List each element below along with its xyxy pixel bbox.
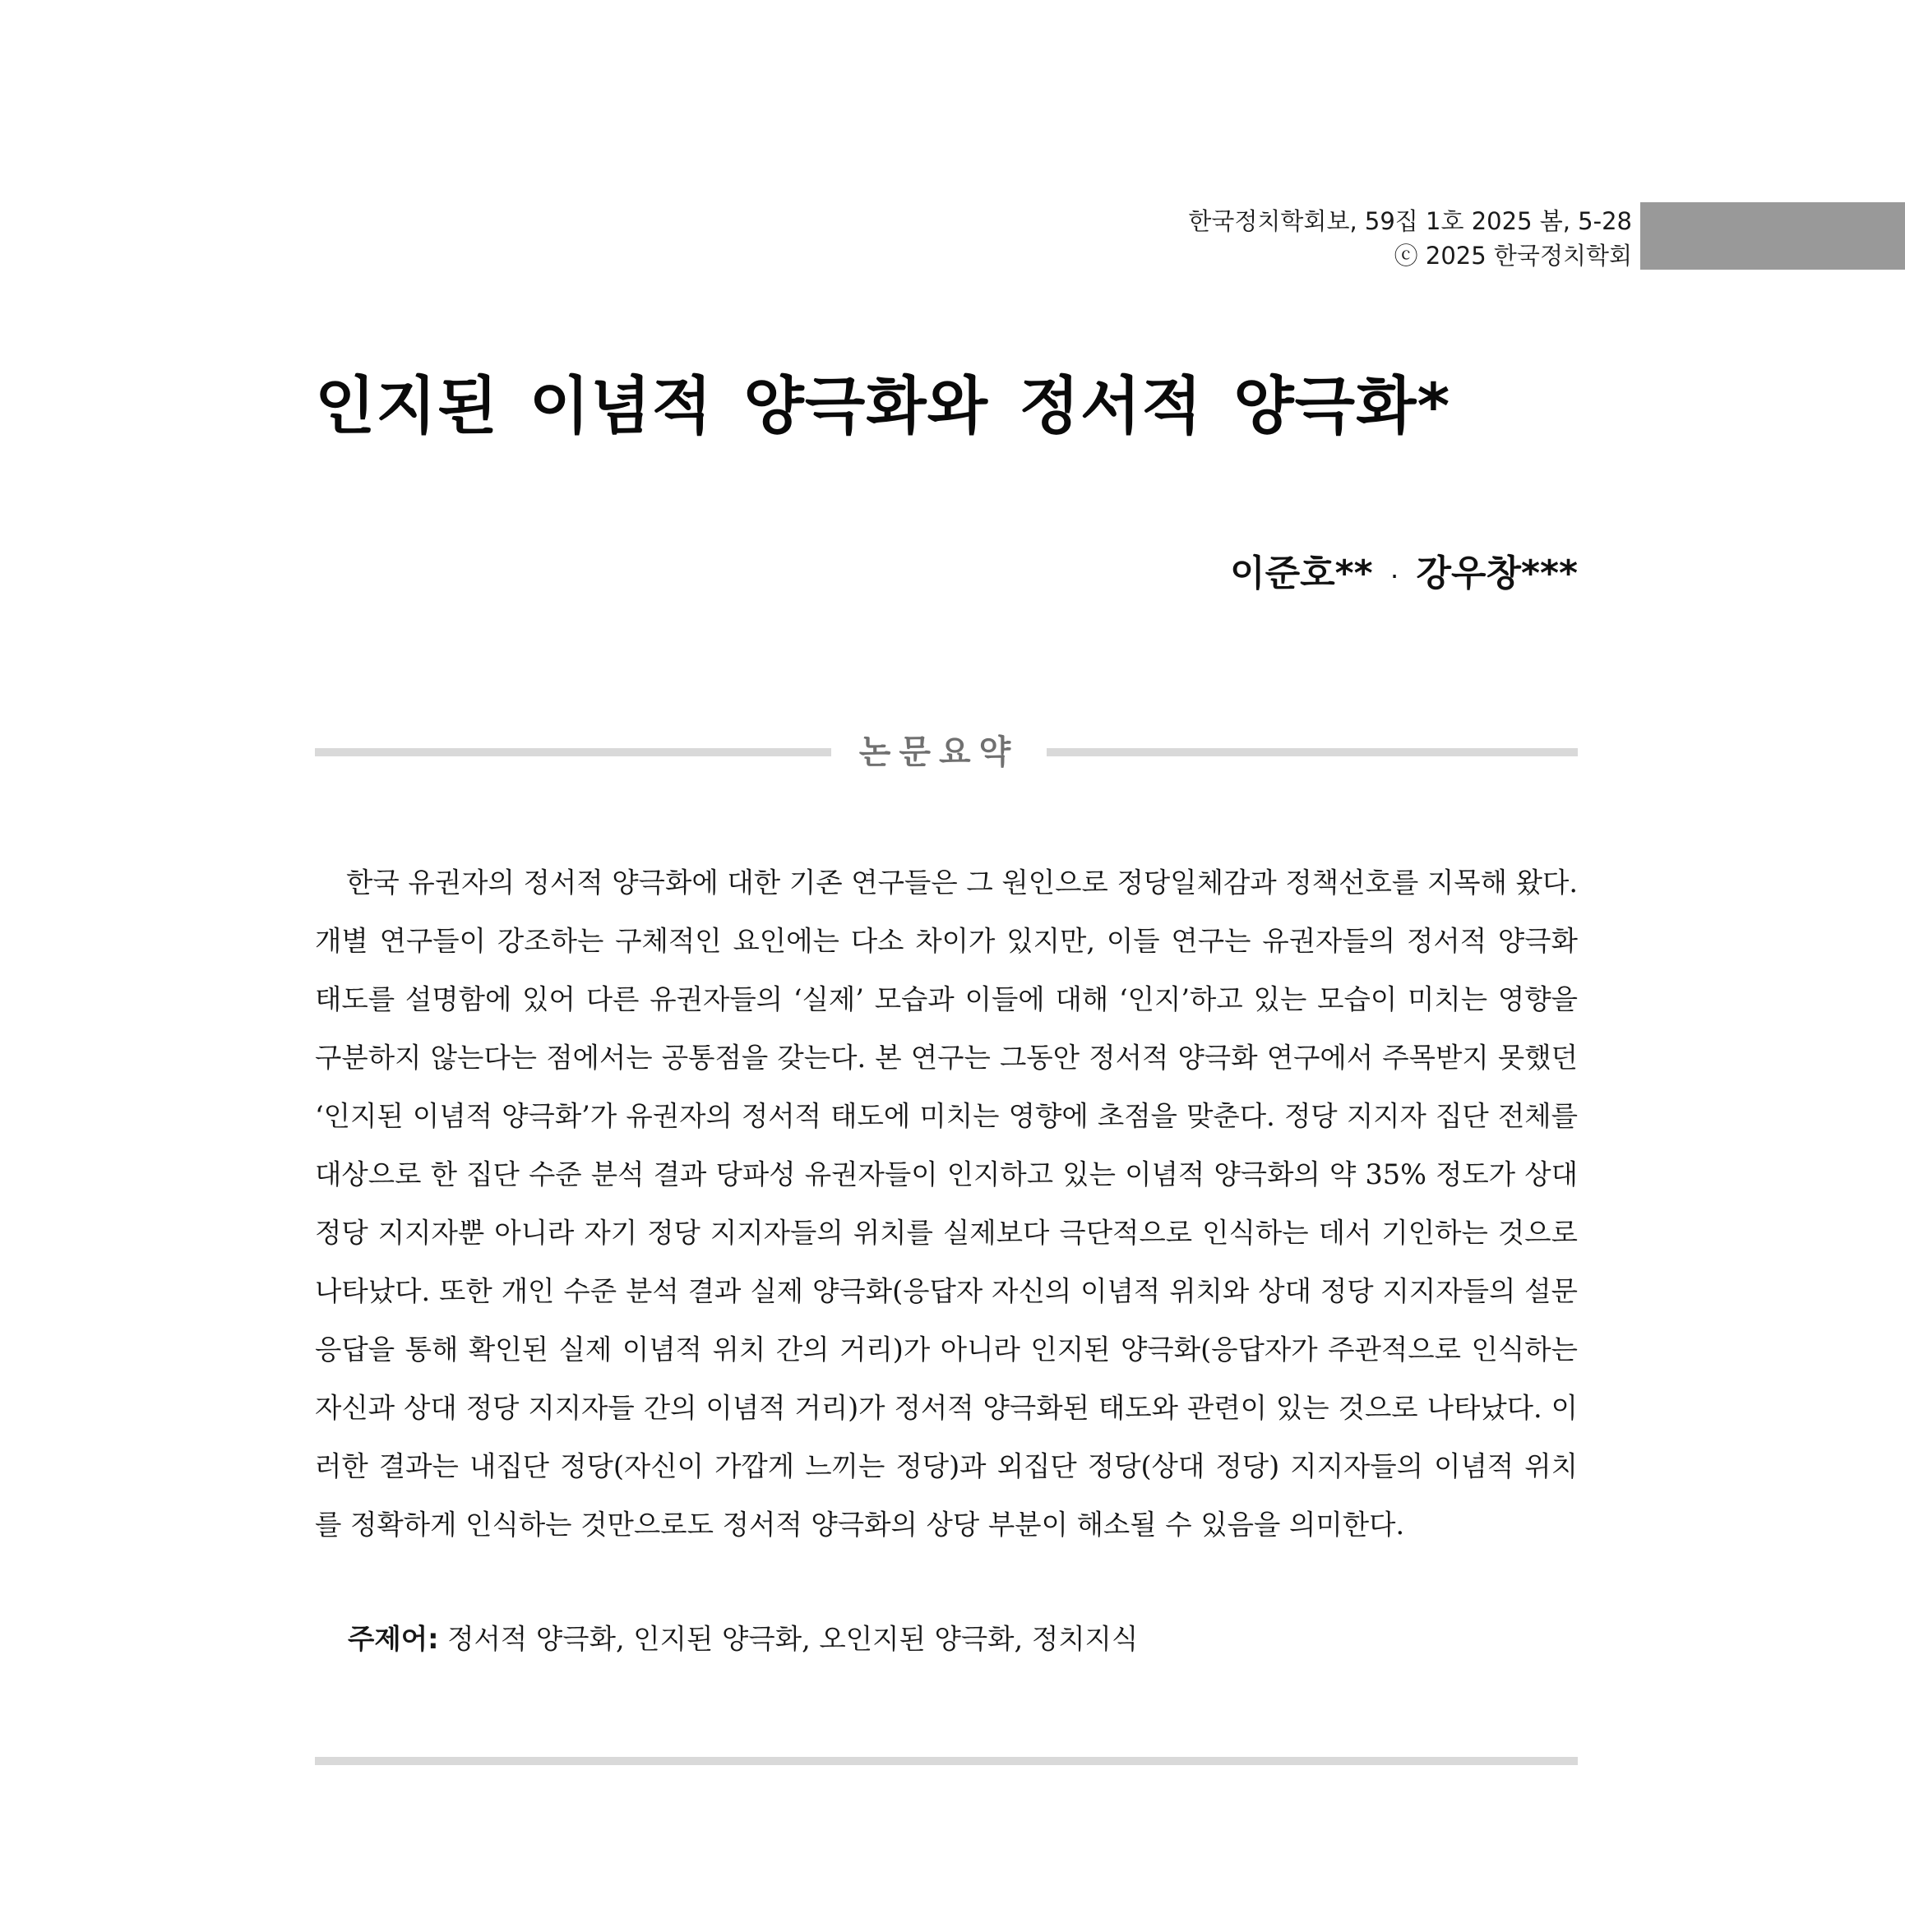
- paper-title: 인지된 이념적 양극화와 정서적 양극화*: [315, 369, 1451, 442]
- keywords-list: 정서적 양극화, 인지된 양극화, 오인지된 양극화, 정치지식: [447, 1623, 1139, 1655]
- author-first: 이준호**: [1230, 552, 1373, 594]
- keywords-line: [348, 1615, 1138, 1664]
- journal-info: [1188, 204, 1632, 273]
- abstract-text: 한국 유권자의 정서적 양극화에 대한 기존 연구들은 그 원인으로 정당일체감과 정책선호를 지목해 왔다. 개별 연구들이 강조하는 구체적인 요인에는 다소 차이가 있지만, 이들 연구는 유권자들의 정서적 양극화 태도를 설명함에 있어 다른 유권자들의 ‘실제’ 모습과 이들에 대해 ‘인지’하고 있는 모습이 미치는 영향을 구분하지 않는다는 점에서는 공통점을 갖는다. 본 연구는 그동안 정서적 양극화 연구에서 주목받지 못했던 ‘인지된 이념적 양극화’가 유권자의 정서적 태도에 미치는 영향에 초점을 맞춘다. 정당 지지자 집단 전체를 대상으로 한 집단 수준 분석 결과 당파성 유권자들이 인지하고 있는 이념적 양극화의 약 35% 정도가 상대 정당 지지자뿐 아니라 자기 정당 지지자들의 위치를 실제보다 극단적으로 인식하는 데서 기인하는 것으로 나타났다. 또한 개인 수준 분석 결과 실제 양극화(응답자 자신의 이념적 위치와 상대 정당 지지자들의 설문응답을 통해 확인된 실제 이념적 위치 간의 거리)가 아니라 인지된 양극화(응답자가 주관적으로 인식하는 자신과 상대 정당 지지자들 간의 이념적 거리)가 정서적 양극화된 태도와 관련이 있는 것으로 나타났다. 이러한 결과는 내집단 정당(자신이 가깝게 느끼는 정당)과 외집단 정당(상대 정당) 지지자들의 이념적 위치를 정확하게 인식하는 것만으로도 정서적 양극화의 상당 부분이 해소될 수 있음을 의미한다.: [315, 867, 1578, 1541]
- abstract-heading: 논문요약: [858, 733, 1020, 771]
- author-second: 강우창***: [1416, 552, 1578, 594]
- abstract-rule-right: [1047, 748, 1578, 756]
- page-edge-tab: [1640, 202, 1905, 270]
- author-separator: ·: [1389, 561, 1399, 592]
- abstract-rule-left: [315, 748, 831, 756]
- authors-line: [1230, 549, 1578, 601]
- bottom-divider: [315, 1757, 1578, 1765]
- journal-copyright: ⓒ 2025 한국정치학회: [1394, 242, 1632, 270]
- keywords-label: 주제어:: [348, 1623, 439, 1655]
- journal-citation: 한국정치학회보, 59집 1호 2025 봄, 5-28: [1188, 207, 1632, 235]
- abstract-header: [315, 732, 1578, 771]
